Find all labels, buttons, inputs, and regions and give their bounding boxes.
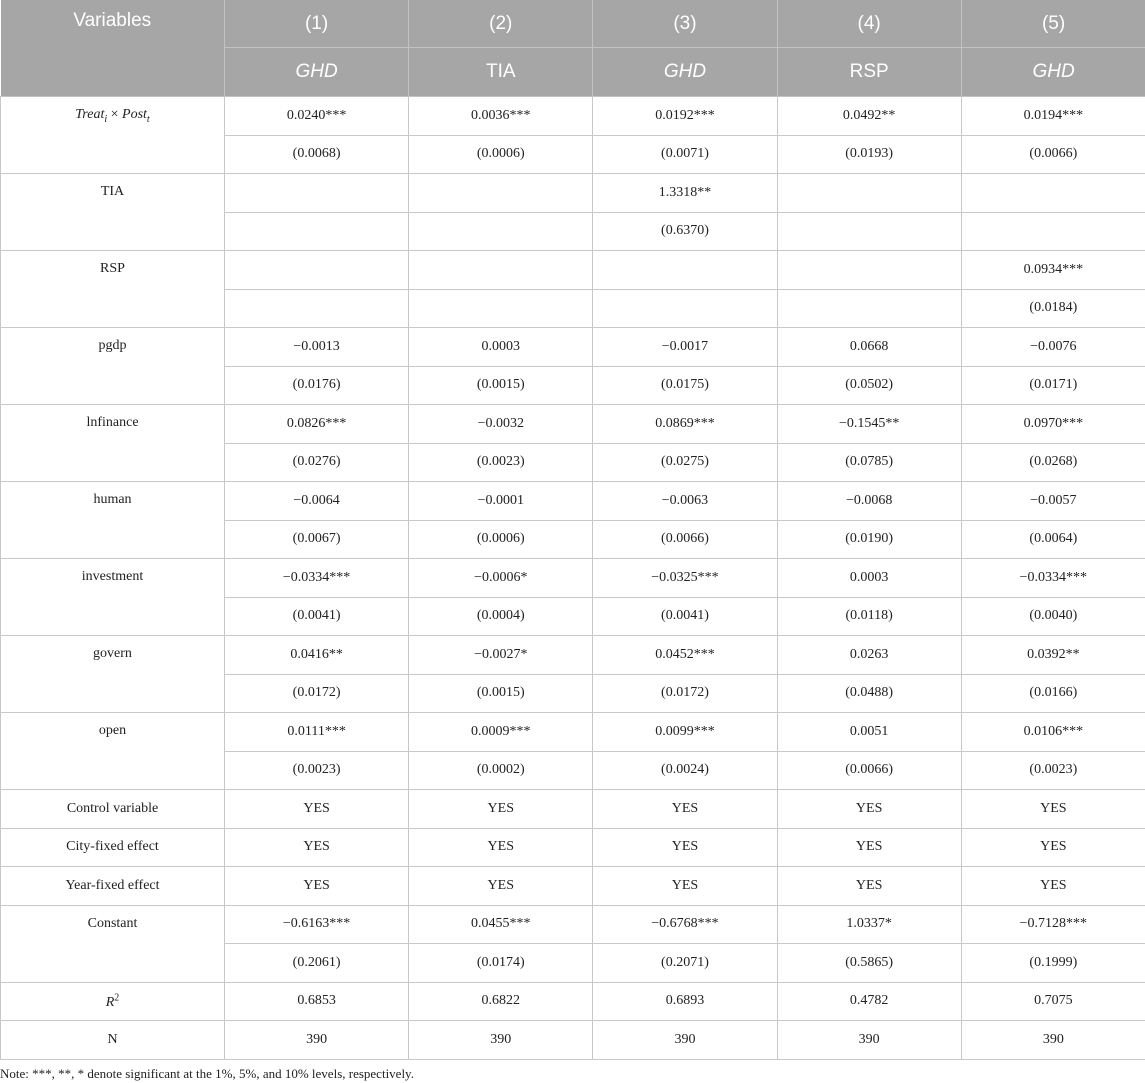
standard-error-cell: (0.6370) <box>593 212 777 251</box>
standard-error-cell: (0.0172) <box>225 674 409 713</box>
coefficient-cell: −0.0013 <box>225 328 409 367</box>
value-cell: 0.7075 <box>961 982 1145 1021</box>
row-label: City-fixed effect <box>1 828 225 867</box>
row-label: RSP <box>1 251 225 328</box>
coefficient-cell: 0.0240*** <box>225 97 409 136</box>
standard-error-cell: (0.0071) <box>593 135 777 174</box>
standard-error-cell: (0.0488) <box>777 674 961 713</box>
standard-error-cell: (0.0066) <box>961 135 1145 174</box>
standard-error-cell: (0.0190) <box>777 520 961 559</box>
coefficient-cell: 1.0337* <box>777 905 961 944</box>
value-cell: 390 <box>593 1021 777 1060</box>
standard-error-cell: (0.0066) <box>777 751 961 790</box>
coefficient-cell <box>409 251 593 290</box>
coefficient-cell <box>961 174 1145 213</box>
standard-error-cell: (0.0064) <box>961 520 1145 559</box>
table-row-coefficient <box>1 636 1145 675</box>
value-cell: 390 <box>225 1021 409 1060</box>
coefficient-cell <box>409 174 593 213</box>
coefficient-cell: −0.0001 <box>409 482 593 521</box>
coefficient-cell: 0.0003 <box>777 559 961 598</box>
row-label: Constant <box>1 905 225 982</box>
table-row <box>1 982 1145 1021</box>
standard-error-cell: (0.0015) <box>409 366 593 405</box>
standard-error-cell: (0.0171) <box>961 366 1145 405</box>
standard-error-cell: (0.0174) <box>409 944 593 983</box>
coefficient-cell: −0.1545** <box>777 405 961 444</box>
standard-error-cell: (0.0176) <box>225 366 409 405</box>
coefficient-cell <box>593 251 777 290</box>
coefficient-cell: 0.0051 <box>777 713 961 752</box>
coefficient-cell: 0.0192*** <box>593 97 777 136</box>
standard-error-cell: (0.0276) <box>225 443 409 482</box>
dependent-variable-header: GHD <box>593 48 777 97</box>
standard-error-cell: (0.0024) <box>593 751 777 790</box>
column-number-header: (4) <box>777 0 961 48</box>
standard-error-cell: (0.0275) <box>593 443 777 482</box>
column-number-header: (1) <box>225 0 409 48</box>
standard-error-cell: (0.0004) <box>409 597 593 636</box>
dependent-variable-header: GHD <box>225 48 409 97</box>
value-cell: YES <box>225 790 409 829</box>
table-row-coefficient <box>1 251 1145 290</box>
value-cell: 0.4782 <box>777 982 961 1021</box>
value-cell: YES <box>961 790 1145 829</box>
row-label: human <box>1 482 225 559</box>
standard-error-cell: (0.0002) <box>409 751 593 790</box>
coefficient-cell: 0.0099*** <box>593 713 777 752</box>
standard-error-cell: (0.1999) <box>961 944 1145 983</box>
standard-error-cell <box>225 289 409 328</box>
coefficient-cell: −0.6163*** <box>225 905 409 944</box>
standard-error-cell: (0.0193) <box>777 135 961 174</box>
coefficient-cell: 0.0416** <box>225 636 409 675</box>
table-body <box>1 97 1145 1060</box>
table-row-coefficient <box>1 405 1145 444</box>
standard-error-cell: (0.0006) <box>409 520 593 559</box>
coefficient-cell: 0.0003 <box>409 328 593 367</box>
value-cell: YES <box>777 790 961 829</box>
standard-error-cell <box>961 212 1145 251</box>
value-cell: 0.6893 <box>593 982 777 1021</box>
coefficient-cell: 1.3318** <box>593 174 777 213</box>
standard-error-cell: (0.0175) <box>593 366 777 405</box>
dependent-variable-header: RSP <box>777 48 961 97</box>
coefficient-cell: 0.0452*** <box>593 636 777 675</box>
standard-error-cell: (0.0023) <box>961 751 1145 790</box>
value-cell: YES <box>777 828 961 867</box>
standard-error-cell: (0.0006) <box>409 135 593 174</box>
coefficient-cell: −0.0057 <box>961 482 1145 521</box>
treat-post-label: Treat$_i$ × Post$_t$ <box>75 107 150 125</box>
standard-error-cell: (0.0502) <box>777 366 961 405</box>
table-row-coefficient <box>1 328 1145 367</box>
standard-error-cell: (0.0118) <box>777 597 961 636</box>
standard-error-cell: (0.0023) <box>409 443 593 482</box>
table-row <box>1 828 1145 867</box>
standard-error-cell <box>409 289 593 328</box>
table-row-coefficient <box>1 482 1145 521</box>
coefficient-cell: −0.7128*** <box>961 905 1145 944</box>
standard-error-cell <box>777 289 961 328</box>
standard-error-cell: (0.0268) <box>961 443 1145 482</box>
coefficient-cell <box>777 174 961 213</box>
standard-error-cell: (0.0067) <box>225 520 409 559</box>
value-cell: YES <box>409 790 593 829</box>
coefficient-cell: 0.0036*** <box>409 97 593 136</box>
standard-error-cell: (0.2061) <box>225 944 409 983</box>
value-cell: YES <box>593 828 777 867</box>
coefficient-cell: −0.0325*** <box>593 559 777 598</box>
r-squared-label: $R^2$ <box>105 991 120 1010</box>
table-row-coefficient <box>1 559 1145 598</box>
coefficient-cell: −0.0027* <box>409 636 593 675</box>
coefficient-cell: 0.0111*** <box>225 713 409 752</box>
table-header <box>1 0 1145 97</box>
table-row-coefficient <box>1 174 1145 213</box>
coefficient-cell: 0.0455*** <box>409 905 593 944</box>
standard-error-cell: (0.0041) <box>593 597 777 636</box>
table-row <box>1 1021 1145 1060</box>
row-label: govern <box>1 636 225 713</box>
standard-error-cell: (0.0166) <box>961 674 1145 713</box>
coefficient-cell <box>225 251 409 290</box>
variables-header: Variables <box>1 0 225 97</box>
coefficient-cell: 0.0392** <box>961 636 1145 675</box>
dependent-variable-header: GHD <box>961 48 1145 97</box>
value-cell: YES <box>409 828 593 867</box>
column-number-header: (2) <box>409 0 593 48</box>
standard-error-cell: (0.0785) <box>777 443 961 482</box>
standard-error-cell: (0.0015) <box>409 674 593 713</box>
table-row <box>1 790 1145 829</box>
coefficient-cell: −0.0334*** <box>225 559 409 598</box>
standard-error-cell: (0.2071) <box>593 944 777 983</box>
row-label: Year-fixed effect <box>1 867 225 906</box>
standard-error-cell <box>225 212 409 251</box>
row-label: investment <box>1 559 225 636</box>
coefficient-cell: −0.0006* <box>409 559 593 598</box>
coefficient-cell <box>777 251 961 290</box>
value-cell: 0.6853 <box>225 982 409 1021</box>
dependent-variable-header: TIA <box>409 48 593 97</box>
coefficient-cell: 0.0826*** <box>225 405 409 444</box>
coefficient-cell: 0.0668 <box>777 328 961 367</box>
standard-error-cell <box>593 289 777 328</box>
standard-error-cell <box>777 212 961 251</box>
table-row <box>1 867 1145 906</box>
standard-error-cell: (0.5865) <box>777 944 961 983</box>
row-label: TIA <box>1 174 225 251</box>
coefficient-cell: 0.0970*** <box>961 405 1145 444</box>
standard-error-cell: (0.0068) <box>225 135 409 174</box>
value-cell: 0.6822 <box>409 982 593 1021</box>
coefficient-cell: −0.0334*** <box>961 559 1145 598</box>
table-row-coefficient <box>1 905 1145 944</box>
coefficient-cell: 0.0263 <box>777 636 961 675</box>
header-row-numbers <box>1 0 1145 48</box>
row-label <box>1 982 225 1021</box>
coefficient-cell: 0.0492** <box>777 97 961 136</box>
coefficient-cell: −0.0076 <box>961 328 1145 367</box>
value-cell: 390 <box>409 1021 593 1060</box>
coefficient-cell: 0.0009*** <box>409 713 593 752</box>
coefficient-cell: −0.0017 <box>593 328 777 367</box>
standard-error-cell: (0.0172) <box>593 674 777 713</box>
table-note: Note: ***, **, * denote significant at the 1%, 5%, and 10% levels, respectively. <box>0 1066 414 1081</box>
coefficient-cell: −0.0063 <box>593 482 777 521</box>
value-cell: 390 <box>961 1021 1145 1060</box>
column-number-header: (3) <box>593 0 777 48</box>
coefficient-cell: 0.0194*** <box>961 97 1145 136</box>
value-cell: YES <box>961 867 1145 906</box>
coefficient-cell: −0.0064 <box>225 482 409 521</box>
coefficient-cell: −0.0032 <box>409 405 593 444</box>
standard-error-cell: (0.0023) <box>225 751 409 790</box>
value-cell: 390 <box>777 1021 961 1060</box>
value-cell: YES <box>777 867 961 906</box>
value-cell: YES <box>409 867 593 906</box>
coefficient-cell: −0.6768*** <box>593 905 777 944</box>
coefficient-cell: −0.0068 <box>777 482 961 521</box>
row-label: lnfinance <box>1 405 225 482</box>
row-label: open <box>1 713 225 790</box>
coefficient-cell: 0.0106*** <box>961 713 1145 752</box>
value-cell: YES <box>225 828 409 867</box>
row-label: N <box>1 1021 225 1060</box>
value-cell: YES <box>225 867 409 906</box>
row-label: Control variable <box>1 790 225 829</box>
value-cell: YES <box>593 790 777 829</box>
row-label <box>1 97 225 174</box>
standard-error-cell <box>409 212 593 251</box>
value-cell: YES <box>593 867 777 906</box>
standard-error-cell: (0.0066) <box>593 520 777 559</box>
table-row-coefficient <box>1 97 1145 136</box>
coefficient-cell: 0.0869*** <box>593 405 777 444</box>
coefficient-cell: 0.0934*** <box>961 251 1145 290</box>
row-label: pgdp <box>1 328 225 405</box>
standard-error-cell: (0.0041) <box>225 597 409 636</box>
standard-error-cell: (0.0184) <box>961 289 1145 328</box>
table-row-coefficient <box>1 713 1145 752</box>
coefficient-cell <box>225 174 409 213</box>
standard-error-cell: (0.0040) <box>961 597 1145 636</box>
column-number-header: (5) <box>961 0 1145 48</box>
value-cell: YES <box>961 828 1145 867</box>
